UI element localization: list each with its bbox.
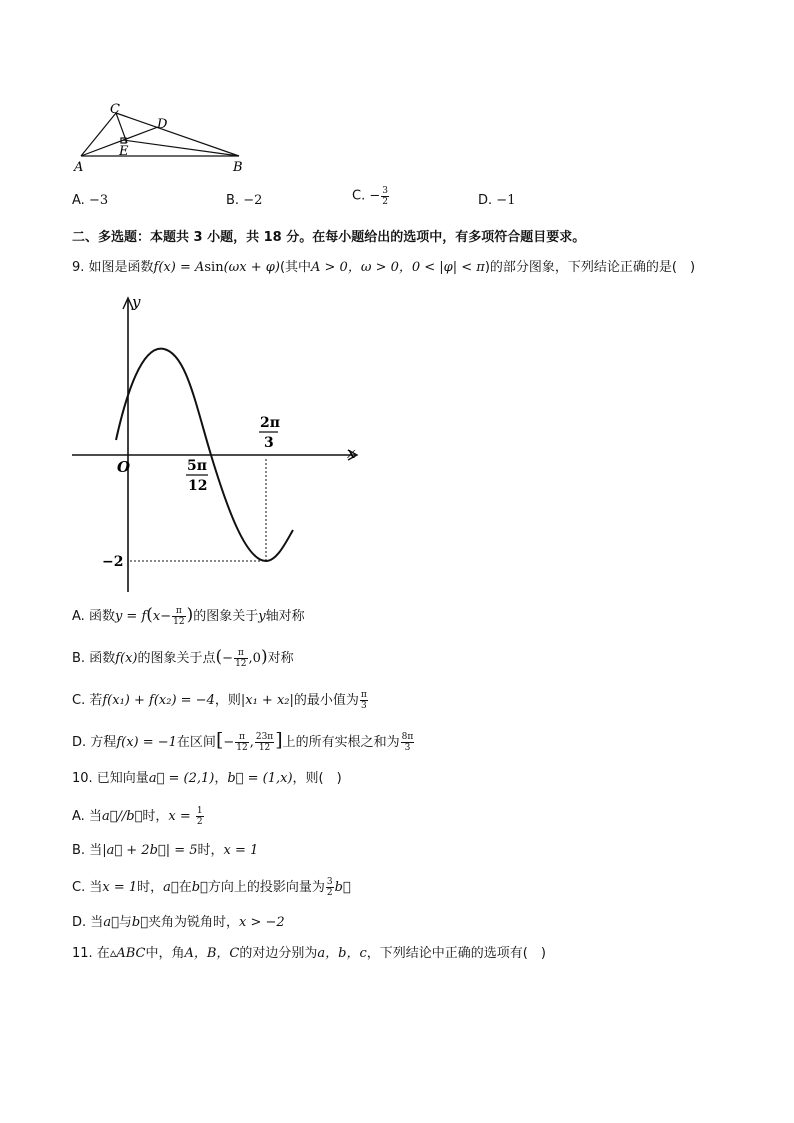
q9-option-b: B. 函数f(x)的图象关于点(− $\frac{\pi}{12}$ ,0)对称 — [72, 647, 294, 669]
q8-option-d: D. −1 — [478, 193, 516, 208]
label-a: A — [74, 160, 84, 175]
q9-option-c: C. 若f(x₁) + f(x₂) = −4，则|x₁ + x₂|的最小值为 $\frac{\pi}{3}$ — [72, 690, 367, 711]
q9-option-a: A. 函数y = f(x− $\frac{\pi}{12}$ )的图象关于y轴对称 — [72, 605, 305, 627]
q9-stem: 9. 如图是函数f(x) = Asin(ωx + φ)(其中A > 0，ω > 0，0 < |φ| < π)的部分图象，下列结论正确的是( ) — [72, 260, 696, 275]
q10-option-a: A. 当a⃗//b⃗时，x = $\frac{1}{2}$ — [72, 806, 203, 827]
tick-2pi3-num: 2π — [260, 415, 280, 431]
y-axis-label: y — [132, 293, 141, 311]
q10-option-b: B. 当|a⃗ + 2b⃗| = 5时，x = 1 — [72, 843, 259, 858]
triangle-figure — [70, 98, 260, 178]
q8-option-c: C. − $\frac{3}{2}$ — [352, 186, 388, 207]
label-e: E — [119, 144, 129, 159]
tick-5pi12-num: 5π — [187, 458, 207, 474]
q10-stem: 10. 已知向量a⃗ = (2,1)，b⃗ = (1,x)，则( ) — [72, 771, 342, 786]
q8-option-b: B. −2 — [226, 193, 263, 208]
label-d: D — [157, 117, 168, 132]
label-b: B — [233, 160, 243, 175]
y-tick-neg2: −2 — [102, 554, 124, 570]
q9-function-graph — [70, 292, 370, 597]
q10-option-d: D. 当a⃗与b⃗夹角为锐角时，x > −2 — [72, 915, 285, 930]
q11-stem: 11. 在▵ABC中，角A，B，C的对边分别为a，b，c，下列结论中正确的选项有( ) — [72, 946, 546, 961]
q8-option-a: A. −3 — [72, 193, 109, 208]
tick-2pi3-den: 3 — [264, 435, 274, 451]
q9-option-d: D. 方程f(x) = −1在区间[− $\frac{\pi}{12}$ , $\frac{23\pi}{12}$ ]上的所有实根之和为 $\frac{8\pi}{3}$ — [72, 729, 414, 753]
tick-5pi12-den: 12 — [188, 478, 208, 494]
section-heading: 二、多选题：本题共 3 小题，共 18 分。在每小题给出的选项中，有多项符合题目要求。 — [72, 230, 586, 245]
origin-label: O — [117, 458, 131, 476]
q10-option-c: C. 当x = 1时，a⃗在b⃗方向上的投影向量为 $\frac{3}{2}$ b⃗ — [72, 877, 351, 898]
label-c: C — [110, 102, 120, 117]
x-axis-label: x — [347, 444, 356, 462]
